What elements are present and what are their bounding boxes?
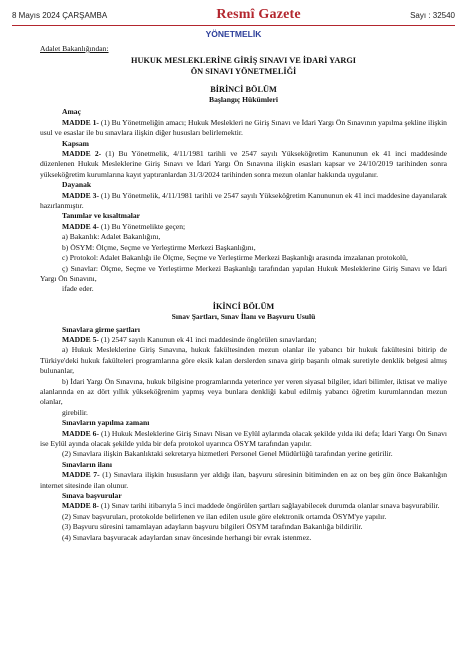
definition-item: a) Bakanlık: Adalet Bakanlığını, — [62, 232, 161, 242]
regulation-title-line-2: ÖN SINAVI YÖNETMELİĞİ — [190, 67, 297, 76]
article-number: MADDE 5- — [62, 334, 99, 344]
article-3 — [40, 191, 447, 212]
gazette-title: Resmî Gazete — [216, 7, 301, 22]
article-text: (1) Bu Yönetmelik, 4/11/1981 tarihli ve 2547 sayılı Yükseköğretim Kanununun ek 41 inci maddesine dayanılarak hazırlanmıştır. — [40, 190, 447, 211]
article-heading: Sınavların ilanı — [62, 459, 113, 469]
article-paragraph: (4) Sınavlara başvuracak adaylardan sınav öncesinde herhangi bir evrak istenmez. — [62, 532, 312, 542]
part-2-title: İKİNCİ BÖLÜM — [212, 301, 275, 311]
article-1 — [40, 118, 447, 139]
article-heading: Kapsam — [62, 138, 90, 148]
article-2 — [40, 149, 447, 180]
article-text: (1) Bu Yönetmelik, 4/11/1981 tarihli ve 2547 sayılı Yükseköğretim Kanununun ek 41 inci maddesinde düzenlenen Hukuk Mesleklerine Giriş Sınavı ve İdari Yargı Ön Sınavına ilişkin esasları kapsar ve 24/10/2019 tarihinden sonra yükseköğretim kurumlarına kayıt yaptıranlardan 31/3/2024 tarihinden sonra mezun olanlar hakkında uygulanır. — [40, 149, 447, 179]
section-tag: YÖNETMELİK — [205, 29, 262, 39]
article-5 — [40, 335, 447, 345]
article-heading: Sınavların yapılma zamanı — [62, 418, 150, 428]
article-paragraph: (2) Sınavlara ilişkin Bakanlıktaki sekretarya hizmetleri Personel Genel Müdürlüğü tarafından yerine getirilir. — [62, 449, 393, 459]
article-text: (1) Bu Yönetmelikte geçen; — [98, 221, 186, 231]
article-text: (1) Hukuk Mesleklerine Giriş Sınavı Nisan ve Eylül aylarında olacak şekilde yılda iki defa; İdari Yargı Ön Sınavı ise Eylül ayında olacak şekilde yılda bir defa protokol uyarınca ÖSYM tarafından yapılır. — [40, 428, 447, 448]
article-text: (1) 2547 sayılı Kanunun ek 41 inci maddesinde öngörülen sınavlardan; — [98, 334, 317, 344]
article-number: MADDE 2- — [62, 149, 102, 159]
document-body — [40, 44, 447, 543]
definition-item: c) Protokol: Adalet Bakanlığı ile Ölçme, Seçme ve Yerleştirme Merkezi Başkanlığı arasında imzalanan protokolü, — [62, 253, 408, 263]
article-paragraph: (2) Sınav başvuruları, protokolde belirlenen ve ilan edilen usule göre elektronik ortamda ÖSYM'ye yapılır. — [62, 511, 387, 521]
definition-item: ç) Sınavlar: Ölçme, Seçme ve Yerleştirme Merkezi Başkanlığı tarafından yapılan Hukuk Mesleklerine Giriş Sınavı ve İdari Yargı Ön Sınavını, — [40, 263, 447, 283]
article-text: (1) Bu Yönetmeliğin amacı; Hukuk Meslekleri ne Giriş Sınavı ve İdari Yargı Ön Sınavının yapılma şekline ilişkin usul ve esaslar ile bu sınavlara ilişkin diğer hususları belirlemektir. — [40, 117, 447, 138]
part-1-subtitle: Başlangıç Hükümleri — [209, 95, 278, 104]
article-4 — [40, 222, 447, 232]
article-7 — [40, 470, 447, 491]
part-1-title: BİRİNCİ BÖLÜM — [210, 84, 277, 94]
condition-item: b) İdari Yargı Ön Sınavına, hukuk bilgisine programlarında yeterince yer veren siyasal bilgiler, idari bilimler, iktisat ve maliye alanlarında en az dört yıllık yükseköğrenim yapmış veya bunlara denkliği kabul edilmiş yabancı öğretim kurumlarından mezun olanlar, — [40, 376, 447, 407]
issue-number: Sayı : 32540 — [410, 10, 455, 20]
header-divider — [12, 25, 455, 26]
article-text: (1) Sınav tarihi itibarıyla 5 inci maddede öngörülen şartları sağlayabilecek durumda olanlar sınava başvurabilir. — [98, 501, 440, 511]
article-heading: Dayanak — [62, 180, 92, 190]
gazette-header — [12, 6, 455, 24]
article-number: MADDE 4- — [62, 221, 99, 231]
article-heading: Sınava başvurular — [62, 491, 122, 501]
article-8 — [40, 501, 447, 511]
article-number: MADDE 3- — [62, 190, 99, 200]
condition-closing: girebilir. — [62, 407, 88, 417]
issue-date: 8 Mayıs 2024 ÇARŞAMBA — [12, 10, 108, 20]
article-number: MADDE 1- — [62, 117, 99, 127]
definition-item: b) ÖSYM: Ölçme, Seçme ve Yerleştirme Merkezi Başkanlığını, — [62, 242, 256, 252]
article-heading: Tanımlar ve kısaltmalar — [62, 211, 141, 221]
article-text: (1) Sınavlara ilişkin hususların yer aldığı ilan, başvuru süresinin bitiminden en az on beş gün önce Bakanlığın internet sitesinde ilan olunur. — [40, 470, 447, 490]
article-paragraph: (3) Başvuru süresini tamamlayan adayların başvuru bilgileri ÖSYM tarafından Bakanlığa bildirilir. — [62, 522, 363, 532]
condition-item: a) Hukuk Mesleklerine Giriş Sınavına, hukuk fakültesinden mezun olanlar ile yabancı bir hukuk fakültesini bitirip de Türkiye'deki hukuk fakülteleri programlarına göre eksik kalan derslerden sınava girip başarılı olmak suretiyle denklik belgesi almış bulunanlar, — [40, 345, 447, 376]
ministry-line: Adalet Bakanlığından: — [40, 44, 109, 53]
article-number: MADDE 7- — [62, 470, 100, 480]
regulation-title-line-1: HUKUK MESLEKLERİNE GİRİŞ SINAVI VE İDARİ YARGI — [131, 56, 356, 66]
article-heading: Amaç — [62, 107, 81, 117]
definition-closing: ifade eder. — [62, 284, 94, 294]
part-2-subtitle: Sınav Şartları, Sınav İlanı ve Başvuru Usulü — [171, 312, 316, 322]
article-heading: Sınavlara girme şartları — [62, 324, 141, 334]
article-number: MADDE 6- — [62, 428, 99, 438]
article-6 — [40, 429, 447, 450]
article-number: MADDE 8- — [62, 501, 99, 511]
